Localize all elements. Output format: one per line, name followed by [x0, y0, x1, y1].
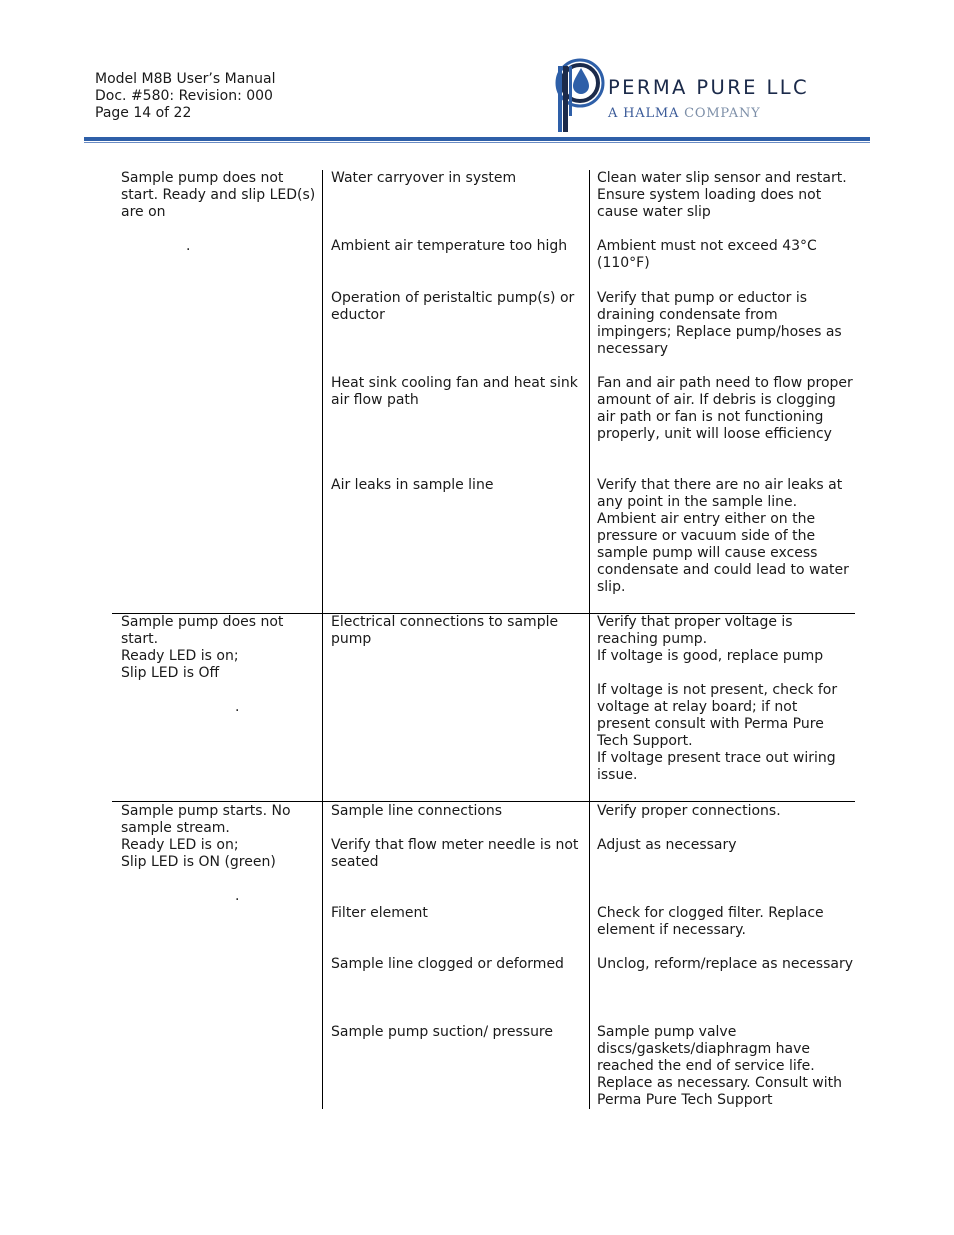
symptom-line: Slip LED is ON (green): [121, 854, 276, 870]
cause-cell: Sample line clogged or deformed: [331, 956, 564, 972]
cause-cell: Sample pump suction/ pressure: [331, 1024, 553, 1040]
cause-cell: Ambient air temperature too high: [331, 238, 568, 254]
symptom-line: Sample pump starts. No sample stream.: [121, 803, 291, 836]
symptom-cell: [121, 803, 316, 871]
document-header: [95, 71, 276, 122]
column-divider-2: [589, 170, 590, 1109]
symptom-cell: Sample pump does not start. Ready and slip LED(s) are on: [121, 170, 316, 220]
cause-cell: Filter element: [331, 905, 428, 921]
cause-cell: Sample line connections: [331, 803, 503, 819]
symptom-dot: .: [186, 238, 191, 254]
tagline-company: COMPANY: [679, 106, 761, 121]
symptom-line: Sample pump does not start.: [121, 614, 284, 647]
symptom-dot: .: [235, 888, 240, 904]
tagline-halma: A HALMA: [608, 106, 680, 121]
symptom-line: Ready LED is on;: [121, 648, 239, 664]
cause-cell: Heat sink cooling fan and heat sink air flow path: [331, 375, 578, 408]
cause-cell: Air leaks in sample line: [331, 477, 494, 493]
manual-title: Model M8B User’s Manual: [95, 71, 276, 87]
remedy-line: Verify that proper voltage is reaching pump.: [597, 614, 793, 647]
row-divider-2: [112, 801, 855, 802]
page-number: Page 14 of 22: [95, 105, 192, 121]
company-name: PERMA PURE LLC: [608, 76, 810, 99]
cause-cell: Verify that flow meter needle is not seated: [331, 837, 579, 870]
remedy-cell: [597, 614, 853, 784]
company-tagline: [608, 106, 761, 121]
symptom-line: Slip LED is Off: [121, 665, 220, 681]
remedy-line: If voltage is good, replace pump: [597, 648, 824, 664]
remedy-cell: Verify proper connections.: [597, 803, 781, 819]
header-rule-thin: [84, 142, 870, 143]
remedy-cell: Clean water slip sensor and restart. Ensure system loading does not cause water slip: [597, 170, 847, 220]
cause-cell: Water carryover in system: [331, 170, 517, 186]
cause-cell: Operation of peristaltic pump(s) or eductor: [331, 290, 575, 323]
perma-pure-logo-icon: [555, 58, 607, 134]
remedy-cell: Sample pump valve discs/gaskets/diaphragm have reached the end of service life. Replace as necessary. Consult with Perma Pure Tech Support: [597, 1024, 842, 1108]
remedy-cell: Verify that pump or eductor is draining condensate from impingers; Replace pump/hoses as necessary: [597, 290, 842, 357]
symptom-line: Ready LED is on;: [121, 837, 239, 853]
symptom-dot: .: [235, 699, 240, 715]
symptom-cell: [121, 614, 316, 682]
company-logo: [555, 58, 855, 134]
remedy-cell: Adjust as necessary: [597, 837, 737, 853]
remedy-cell: Verify that there are no air leaks at any point in the sample line. Ambient air entry either on the pressure or vacuum side of the sample pump will cause excess condensate and could lead to water slip.: [597, 477, 849, 595]
remedy-cell: Unclog, reform/replace as necessary: [597, 956, 853, 972]
cause-cell: Electrical connections to sample pump: [331, 614, 559, 647]
header-rule: [84, 137, 870, 141]
remedy-line: If voltage is not present, check for voltage at relay board; if not present consult with Perma Pure Tech Support.: [597, 682, 838, 749]
document-revision: Doc. #580: Revision: 000: [95, 88, 273, 104]
remedy-cell: Check for clogged filter. Replace element if necessary.: [597, 905, 824, 938]
remedy-cell: Ambient must not exceed 43°C (110°F): [597, 238, 817, 271]
remedy-cell: Fan and air path need to flow proper amount of air. If debris is clogging air path or fan is not functioning properly, unit will loose efficiency: [597, 375, 853, 442]
remedy-line: If voltage present trace out wiring issue.: [597, 750, 836, 783]
column-divider-1: [322, 170, 323, 1109]
